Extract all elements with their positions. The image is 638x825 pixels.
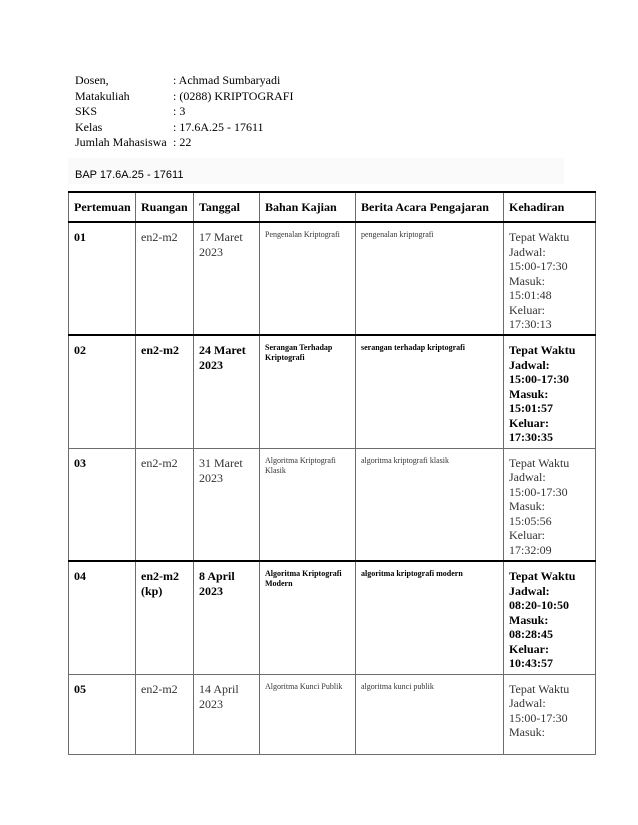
table-row: [69, 674, 596, 754]
cell-tanggal: 8 April 2023: [194, 561, 260, 674]
info-row-kelas: [75, 120, 293, 136]
cell-pertemuan: 05: [69, 674, 136, 754]
cell-kehadiran: [504, 335, 596, 448]
kehadiran-keluar: 17:30:13: [509, 317, 552, 331]
cell-bahan-kajian: Algoritma Kriptografi Modern: [260, 561, 356, 674]
kehadiran-masuk: 15:05:56: [509, 513, 552, 528]
kehadiran-keluar: 17:32:09: [509, 542, 552, 557]
info-label: Dosen,: [75, 73, 109, 87]
kehadiran-status: Tepat Waktu: [509, 569, 576, 583]
cell-berita-acara: algoritma kriptografi klasik: [356, 448, 504, 561]
cell-tanggal: 31 Maret 2023: [194, 448, 260, 561]
header-tanggal: Tanggal: [194, 192, 260, 222]
table-row: [69, 222, 596, 335]
info-value: : (0288) KRIPTOGRAFI: [173, 88, 294, 103]
cell-bahan-kajian: Serangan Terhadap Kriptografi: [260, 335, 356, 448]
kehadiran-jadwal: 08:20-10:50: [509, 598, 569, 612]
kehadiran-jadwal-label: Jadwal:: [509, 696, 546, 710]
course-info: [75, 73, 293, 151]
header-kehadiran: Kehadiran: [504, 192, 596, 222]
cell-ruangan: en2-m2: [136, 448, 194, 561]
cell-tanggal: 14 April 2023: [194, 674, 260, 754]
kehadiran-keluar: 17:30:35: [509, 430, 553, 444]
cell-kehadiran: [504, 448, 596, 561]
cell-kehadiran: [504, 674, 596, 754]
info-row-dosen: [75, 73, 293, 89]
info-value: : Achmad Sumbaryadi: [173, 73, 281, 87]
cell-bahan-kajian: Algoritma Kriptografi Klasik: [260, 448, 356, 561]
header-pertemuan: Pertemuan: [69, 192, 136, 222]
cell-pertemuan: 04: [69, 561, 136, 674]
kehadiran-status: Tepat Waktu: [509, 681, 570, 696]
info-value: : 22: [173, 135, 192, 149]
kehadiran-jadwal: 15:00-17:30: [509, 710, 568, 725]
cell-pertemuan: 03: [69, 448, 136, 561]
kehadiran-jadwal: 15:00-17:30: [509, 259, 568, 273]
kehadiran-keluar-label: Keluar:: [509, 641, 549, 656]
kehadiran-jadwal: 15:00-17:30: [509, 484, 568, 499]
cell-pertemuan: 01: [69, 222, 136, 335]
header-berita-acara: Berita Acara Pengajaran: [356, 192, 504, 222]
cell-bahan-kajian: Pengenalan Kriptografi: [260, 222, 356, 335]
table-row: [69, 335, 596, 448]
info-label: Kelas: [75, 119, 103, 134]
cell-tanggal: 24 Maret 2023: [194, 335, 260, 448]
kehadiran-keluar-label: Keluar:: [509, 302, 545, 317]
cell-berita-acara: algoritma kriptografi modern: [356, 561, 504, 674]
cell-tanggal: 17 Maret 2023: [194, 222, 260, 335]
info-label: Matakuliah: [75, 88, 130, 103]
kehadiran-masuk: 08:28:45: [509, 627, 553, 641]
kehadiran-masuk-label: Masuk:: [509, 725, 545, 739]
cell-kehadiran: [504, 222, 596, 335]
info-value: : 3: [173, 104, 186, 118]
cell-ruangan: en2-m2: [136, 222, 194, 335]
header-bahan-kajian: Bahan Kajian: [260, 192, 356, 222]
table-row: [69, 561, 596, 674]
info-row-matakuliah: [75, 89, 293, 105]
kehadiran-jadwal: 15:00-17:30: [509, 372, 569, 386]
kehadiran-masuk-label: Masuk:: [509, 499, 545, 513]
kehadiran-jadwal-label: Jadwal:: [509, 244, 546, 259]
bap-title: BAP 17.6A.25 - 17611: [75, 169, 184, 181]
cell-ruangan: en2-m2 (kp): [136, 561, 194, 674]
info-value: : 17.6A.25 - 17611: [173, 119, 264, 134]
kehadiran-status: Tepat Waktu: [509, 343, 576, 357]
kehadiran-masuk: 15:01:48: [509, 288, 552, 302]
kehadiran-keluar-label: Keluar:: [509, 528, 545, 542]
kehadiran-masuk-label: Masuk:: [509, 386, 549, 401]
cell-berita-acara: serangan terhadap kriptografi: [356, 335, 504, 448]
kehadiran-status: Tepat Waktu: [509, 455, 570, 470]
kehadiran-masuk-label: Masuk:: [509, 612, 549, 627]
cell-berita-acara: pengenalan kriptografi: [356, 222, 504, 335]
info-row-sks: [75, 104, 293, 120]
info-row-jumlah-mahasiswa: [75, 135, 293, 151]
cell-ruangan: en2-m2: [136, 674, 194, 754]
kehadiran-jadwal-label: Jadwal:: [509, 470, 546, 484]
kehadiran-keluar-label: Keluar:: [509, 415, 549, 430]
info-label: Jumlah Mahasiswa: [75, 135, 167, 149]
kehadiran-jadwal-label: Jadwal:: [509, 583, 550, 598]
bap-table: [68, 191, 596, 755]
cell-pertemuan: 02: [69, 335, 136, 448]
table-header-row: [69, 192, 596, 222]
cell-berita-acara: algoritma kunci publik: [356, 674, 504, 754]
cell-ruangan: en2-m2: [136, 335, 194, 448]
kehadiran-masuk-label: Masuk:: [509, 273, 545, 288]
kehadiran-jadwal-label: Jadwal:: [509, 357, 550, 372]
kehadiran-keluar: 10:43:57: [509, 656, 553, 670]
cell-kehadiran: [504, 561, 596, 674]
table-row: [69, 448, 596, 561]
cell-bahan-kajian: Algoritma Kunci Publik: [260, 674, 356, 754]
kehadiran-status: Tepat Waktu: [509, 230, 570, 244]
header-ruangan: Ruangan: [136, 192, 194, 222]
info-label: SKS: [75, 104, 98, 118]
kehadiran-masuk: 15:01:57: [509, 401, 553, 415]
